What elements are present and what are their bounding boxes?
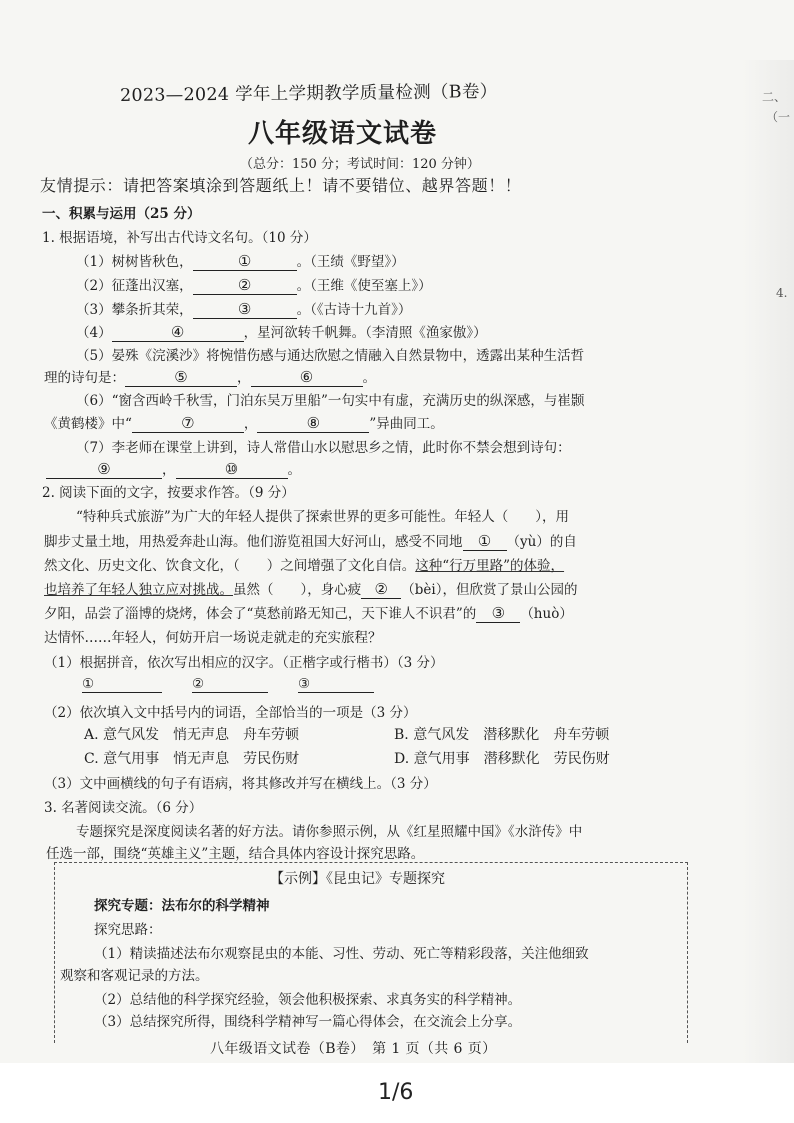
- q1-line-1: [76, 250, 405, 271]
- exam-info: （总分：150 分；考试时间：120 分钟）: [240, 157, 480, 172]
- option-c: C. 意气用事 悄无声息 劳民伤财: [84, 751, 300, 767]
- q1-line-2: [76, 274, 432, 295]
- line-text: ，: [237, 370, 251, 386]
- answer-blank-10: ⑩: [176, 461, 288, 479]
- hanzi-blank-1: ①: [82, 677, 162, 693]
- page-footer: 八年级语文试卷（B卷） 第 1 页（共 6 页）: [210, 1041, 497, 1057]
- q1-line-7a: （7）李老师在课堂上讲到，诗人常借山水以慰思乡之情，此时你不禁会想到诗句：: [76, 440, 571, 456]
- q1-stem: 1. 根据语境，补写出古代诗文名句。（10 分）: [42, 230, 317, 246]
- line-text: （bèi），但欣赏了景山公园的: [401, 582, 578, 598]
- q2-passage-line-2: [44, 530, 577, 551]
- answer-blank-1: ①: [193, 253, 297, 271]
- line-text: （4）: [76, 325, 112, 341]
- option-d: D. 意气用事 潜移默化 劳民伤财: [394, 751, 610, 767]
- q2-passage-line-1: “特种兵式旅游”为广大的年轻人提供了探索世界的更多可能性。年轻人（ ），用: [76, 509, 570, 525]
- answer-blank-5: ⑤: [125, 369, 237, 387]
- q2-passage-line-6: 达情怀……年轻人，何妨开启一场说走就走的充实旅程？: [44, 630, 382, 646]
- q1-line-3: [76, 298, 411, 319]
- line-text: （3）攀条折其荣，: [76, 302, 193, 318]
- line-text: 。（王维《使至塞上》）: [296, 278, 432, 294]
- line-text: ，星河欲转千帆舞。（李清照《渔家傲》）: [243, 325, 487, 341]
- subject-title: 八年级语文试卷: [248, 119, 438, 149]
- answer-blank-3: ③: [193, 301, 297, 319]
- q1-line-6a: （6）“窗含西岭千秋雪，门泊东吴万里船”一句实中有虚，充满历史的纵深感，与崔颢: [76, 393, 585, 409]
- q2-sub1: （1）根据拼音，依次写出相应的汉字。（正楷字或行楷书）（3 分）: [44, 655, 444, 671]
- example-title: 【示例】《昆虫记》专题探究: [270, 871, 445, 887]
- section-heading: 一、积累与运用（25 分）: [42, 206, 201, 222]
- line-text: （yù）的自: [506, 534, 577, 550]
- exam-title: 2023—2024 学年上学期教学质量检测（B卷）: [119, 82, 498, 106]
- line-text: 理的诗句是：: [44, 370, 125, 386]
- answer-blank-8: ⑧: [257, 415, 369, 433]
- answer-blank-4: ④: [112, 324, 244, 342]
- line-text: （2）征蓬出汉塞，: [76, 278, 193, 294]
- q3-passage-line-1: 专题探究是深度阅读名著的好方法。请你参照示例，从《红星照耀中国》《水浒传》中: [76, 824, 583, 840]
- answer-blank-9: ⑨: [46, 461, 162, 479]
- margin-mark-2: （一: [766, 110, 791, 124]
- margin-mark-3: 4.: [776, 286, 788, 300]
- answer-blank-6: ⑥: [251, 369, 363, 387]
- friendly-tip: 友情提示：请把答案填涂到答题纸上！请不要错位、越界答题！！: [40, 176, 522, 195]
- line-text: 虽然（ ），身心疲: [233, 582, 362, 598]
- example-idea-2: （2）总结他的科学探究经验，领会他积极探索、求真务实的科学精神。: [94, 992, 522, 1008]
- line-text: 夕阳，品尝了淄博的烧烤，体会了“莫愁前路无知己，天下谁人不识君”的: [44, 606, 477, 622]
- hanzi-blank-3: ③: [298, 677, 374, 693]
- q2-sub1-answers: [82, 676, 374, 693]
- line-text: 然文化、历史文化、饮食文化，（ ）之间增强了文化自信。: [44, 558, 416, 574]
- q2-stem: 2. 阅读下面的文字，按要求作答。（9 分）: [42, 485, 295, 501]
- line-text: （1）树树皆秋色，: [76, 254, 193, 270]
- page-edge-shadow: [742, 60, 794, 1063]
- line-text: ，: [162, 462, 176, 478]
- q2-sub3: （3）文中画横线的句子有语病，将其修改并写在横线上。（3 分）: [44, 776, 437, 792]
- line-text: 。（王绩《野望》）: [296, 254, 405, 270]
- line-text: ”异曲同工。: [369, 416, 444, 432]
- q1-line-5b: [44, 366, 376, 387]
- pinyin-blank-1: ①: [463, 533, 507, 551]
- example-idea-label: 探究思路：: [94, 922, 162, 938]
- margin-mark-1: 二、: [762, 90, 787, 104]
- q2-passage-line-5: [44, 602, 573, 623]
- q2-passage-line-3: [44, 554, 564, 574]
- line-text: （huò）: [520, 606, 573, 622]
- line-text: 。: [287, 462, 301, 478]
- example-idea-3: （3）总结探究所得，围绕科学精神写一篇心得体会，在交流会上分享。: [94, 1014, 522, 1030]
- q1-line-6b: [44, 412, 444, 433]
- underlined-sentence-part-2: 也培养了年轻人独立应对挑战。: [44, 582, 233, 598]
- pinyin-blank-2: ②: [361, 581, 401, 599]
- example-idea-1b: 观察和客观记录的方法。: [60, 968, 209, 984]
- answer-blank-2: ②: [193, 277, 297, 295]
- line-text: 。（《古诗十九首》）: [296, 302, 412, 318]
- line-text: ，: [243, 416, 258, 432]
- line-text: 《黄鹤楼》中“: [44, 416, 132, 432]
- q2-sub2: （2）依次填入文中括号内的词语，全部恰当的一项是（3 分）: [44, 705, 417, 721]
- line-text: 。: [362, 370, 376, 386]
- example-idea-1a: （1）精读描述法布尔观察昆虫的本能、习性、劳动、死亡等精彩段落，关注他细致: [94, 946, 589, 962]
- option-a: A. 意气风发 悄无声息 舟车劳顿: [84, 727, 300, 743]
- example-topic: 探究专题：法布尔的科学精神: [94, 898, 270, 914]
- q1-line-4: [76, 321, 487, 342]
- answer-blank-7: ⑦: [132, 415, 244, 433]
- q3-passage-line-2: 任选一部，围绕“英雄主义”主题，结合具体内容设计探究思路。: [46, 846, 425, 862]
- q1-line-7b: [46, 458, 301, 479]
- line-text: 脚步丈量土地，用热爱奔赴山海。他们游览祖国大好河山，感受不同地: [44, 534, 463, 550]
- q2-passage-line-4: [44, 578, 577, 599]
- q1-line-5a: （5）晏殊《浣溪沙》将惋惜伤感与通达欣慰之情融入自然景物中，透露出某种生活哲: [76, 348, 585, 364]
- hanzi-blank-2: ②: [192, 677, 268, 693]
- q3-stem: 3. 名著阅读交流。（6 分）: [44, 800, 203, 816]
- page-indicator: 1/6: [378, 1080, 414, 1105]
- pinyin-blank-3: ③: [476, 605, 520, 623]
- underlined-sentence-part-1: 这种“行万里路”的体验，: [415, 558, 565, 574]
- option-b: B. 意气风发 潜移默化 舟车劳顿: [394, 727, 610, 743]
